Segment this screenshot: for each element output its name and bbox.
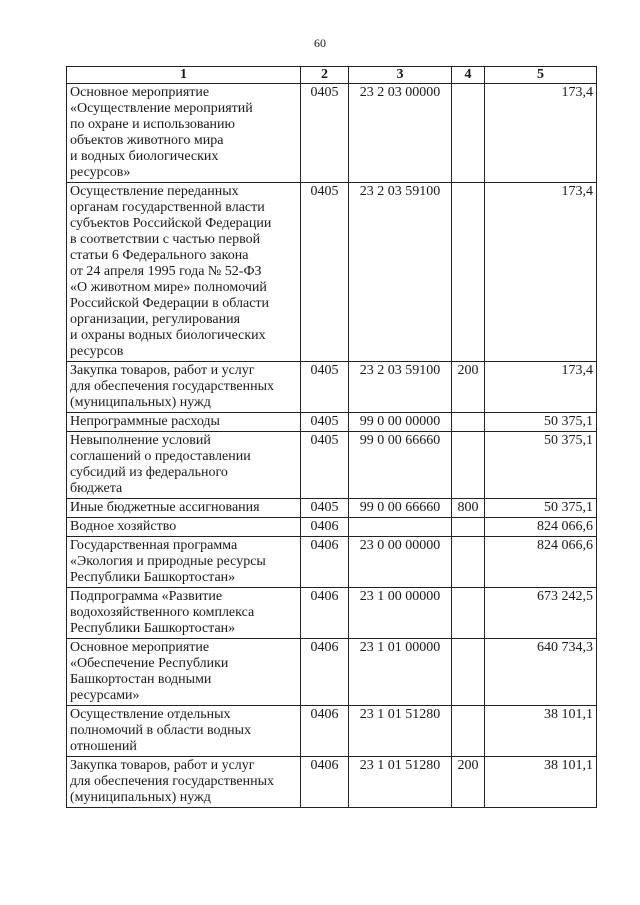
row-section-cell xyxy=(301,413,349,432)
row-target-text: 99 0 00 66660 xyxy=(359,500,441,515)
row-name-text: Подпрограмма «Развитие водохозяйственного комплекса Республики Башкортостан» xyxy=(70,589,255,636)
row-name-text: Государственная программа «Экология и природные ресурсы Республики Башкортостан» xyxy=(70,538,266,585)
row-target-cell xyxy=(349,413,452,432)
row-name-text: Закупка товаров, работ и услуг для обеспечения государственных (муниципальных) нужд xyxy=(70,363,274,410)
row-expense-text: 800 xyxy=(457,500,479,515)
row-amount-cell xyxy=(485,757,597,808)
row-expense-cell xyxy=(452,499,485,518)
row-name-text: Осуществление отдельных полномочий в области водных отношений xyxy=(70,707,252,754)
row-section-cell xyxy=(301,362,349,413)
row-amount-text: 173,4 xyxy=(561,85,593,100)
row-section-text: 0405 xyxy=(310,433,339,448)
table-body xyxy=(67,84,597,808)
row-amount-text: 38 101,1 xyxy=(544,707,593,722)
row-amount-cell xyxy=(485,432,597,499)
row-section-text: 0405 xyxy=(310,414,339,429)
row-expense-cell xyxy=(452,537,485,588)
table-row xyxy=(67,757,597,808)
header-col-4: 4 xyxy=(452,67,485,84)
row-expense-cell xyxy=(452,413,485,432)
row-name-cell xyxy=(67,518,301,537)
row-amount-text: 38 101,1 xyxy=(544,758,593,773)
table-row xyxy=(67,588,597,639)
row-expense-cell xyxy=(452,183,485,362)
table-row xyxy=(67,518,597,537)
row-target-text: 99 0 00 66660 xyxy=(359,433,441,448)
row-name-cell xyxy=(67,432,301,499)
row-amount-text: 824 066,6 xyxy=(537,538,593,553)
row-name-cell xyxy=(67,499,301,518)
budget-table xyxy=(66,66,597,808)
row-section-text: 0405 xyxy=(310,363,339,378)
row-target-text: 23 0 00 00000 xyxy=(359,538,441,553)
row-expense-text: 200 xyxy=(457,758,479,773)
table-row xyxy=(67,432,597,499)
row-expense-cell xyxy=(452,518,485,537)
row-target-cell xyxy=(349,757,452,808)
row-target-text: 23 2 03 59100 xyxy=(359,363,441,378)
page-number: 60 xyxy=(314,36,326,50)
row-name-text: Закупка товаров, работ и услуг для обеспечения государственных (муниципальных) нужд xyxy=(70,758,274,805)
table-row xyxy=(67,499,597,518)
row-amount-text: 640 734,3 xyxy=(537,640,593,655)
row-amount-cell xyxy=(485,518,597,537)
row-section-text: 0405 xyxy=(310,85,339,100)
row-name-cell xyxy=(67,706,301,757)
row-amount-cell xyxy=(485,588,597,639)
row-name-text: Непрограммные расходы xyxy=(70,414,220,429)
row-target-cell xyxy=(349,537,452,588)
table-row xyxy=(67,362,597,413)
row-target-text: 23 1 00 00000 xyxy=(359,589,441,604)
row-expense-cell xyxy=(452,84,485,183)
row-amount-cell xyxy=(485,639,597,706)
row-target-text: 99 0 00 00000 xyxy=(359,414,441,429)
row-expense-cell xyxy=(452,432,485,499)
row-name-cell xyxy=(67,362,301,413)
row-name-cell xyxy=(67,413,301,432)
row-target-cell xyxy=(349,84,452,183)
row-name-cell xyxy=(67,757,301,808)
row-name-cell xyxy=(67,588,301,639)
row-name-cell xyxy=(67,537,301,588)
row-section-text: 0406 xyxy=(310,707,339,722)
header-col-1: 1 xyxy=(67,67,301,84)
row-target-cell xyxy=(349,362,452,413)
table-row xyxy=(67,706,597,757)
row-section-cell xyxy=(301,183,349,362)
table-row xyxy=(67,537,597,588)
row-amount-cell xyxy=(485,413,597,432)
row-section-cell xyxy=(301,499,349,518)
row-section-cell xyxy=(301,537,349,588)
row-target-cell xyxy=(349,706,452,757)
row-section-cell xyxy=(301,432,349,499)
row-section-text: 0405 xyxy=(310,184,339,199)
row-amount-cell xyxy=(485,84,597,183)
table-header-row xyxy=(67,67,597,84)
row-target-cell xyxy=(349,432,452,499)
row-expense-cell xyxy=(452,639,485,706)
row-section-cell xyxy=(301,518,349,537)
row-target-cell xyxy=(349,183,452,362)
row-amount-text: 824 066,6 xyxy=(537,519,593,534)
table-row xyxy=(67,183,597,362)
row-section-cell xyxy=(301,588,349,639)
row-amount-text: 50 375,1 xyxy=(544,414,593,429)
row-name-text: Иные бюджетные ассигнования xyxy=(70,500,260,515)
row-name-text: Основное мероприятие «Обеспечение Республики Башкортостан водными ресурсами» xyxy=(70,640,229,703)
row-section-text: 0406 xyxy=(310,640,339,655)
row-section-text: 0406 xyxy=(310,589,339,604)
row-amount-cell xyxy=(485,706,597,757)
row-section-text: 0406 xyxy=(310,538,339,553)
row-section-cell xyxy=(301,757,349,808)
row-name-cell xyxy=(67,639,301,706)
row-expense-cell xyxy=(452,588,485,639)
row-amount-text: 173,4 xyxy=(561,184,593,199)
row-section-text: 0406 xyxy=(310,519,339,534)
row-section-cell xyxy=(301,706,349,757)
row-target-text: 23 1 01 00000 xyxy=(359,640,441,655)
row-target-text: 23 2 03 00000 xyxy=(359,85,441,100)
row-target-cell xyxy=(349,499,452,518)
row-section-text: 0405 xyxy=(310,500,339,515)
table-row xyxy=(67,84,597,183)
row-target-cell xyxy=(349,518,452,537)
row-amount-cell xyxy=(485,183,597,362)
row-name-text: Водное хозяйство xyxy=(70,519,177,534)
row-amount-text: 173,4 xyxy=(561,363,593,378)
row-section-cell xyxy=(301,84,349,183)
row-target-text: 23 1 01 51280 xyxy=(359,707,441,722)
row-amount-cell xyxy=(485,499,597,518)
row-target-cell xyxy=(349,639,452,706)
row-name-text: Невыполнение условий соглашений о предоставлении субсидий из федерального бюджета xyxy=(70,433,251,496)
row-amount-cell xyxy=(485,362,597,413)
header-col-5: 5 xyxy=(485,67,597,84)
header-col-3: 3 xyxy=(349,67,452,84)
row-amount-text: 50 375,1 xyxy=(544,500,593,515)
table-row xyxy=(67,413,597,432)
row-name-text: Осуществление переданных органам государственной власти субъектов Российской Федерации в соответствии с частью первой статьи 6 Федерального закона от 24 апреля 1995 года № 52-ФЗ «О животном мире» полномочий Российской Федерации в области организации, регулирования и охраны водных биологических ресурсов xyxy=(70,184,272,359)
row-expense-cell xyxy=(452,757,485,808)
row-name-cell xyxy=(67,183,301,362)
row-target-cell xyxy=(349,588,452,639)
row-expense-cell xyxy=(452,706,485,757)
row-name-text: Основное мероприятие «Осуществление мероприятий по охране и использованию объектов животного мира и водных биологических ресурсов» xyxy=(70,85,253,180)
row-name-cell xyxy=(67,84,301,183)
table-row xyxy=(67,639,597,706)
row-expense-cell xyxy=(452,362,485,413)
row-target-text: 23 2 03 59100 xyxy=(359,184,441,199)
row-expense-text: 200 xyxy=(457,363,479,378)
row-amount-text: 50 375,1 xyxy=(544,433,593,448)
row-section-text: 0406 xyxy=(310,758,339,773)
row-section-cell xyxy=(301,639,349,706)
header-col-2: 2 xyxy=(301,67,349,84)
row-target-text: 23 1 01 51280 xyxy=(359,758,441,773)
row-amount-cell xyxy=(485,537,597,588)
row-amount-text: 673 242,5 xyxy=(537,589,593,604)
